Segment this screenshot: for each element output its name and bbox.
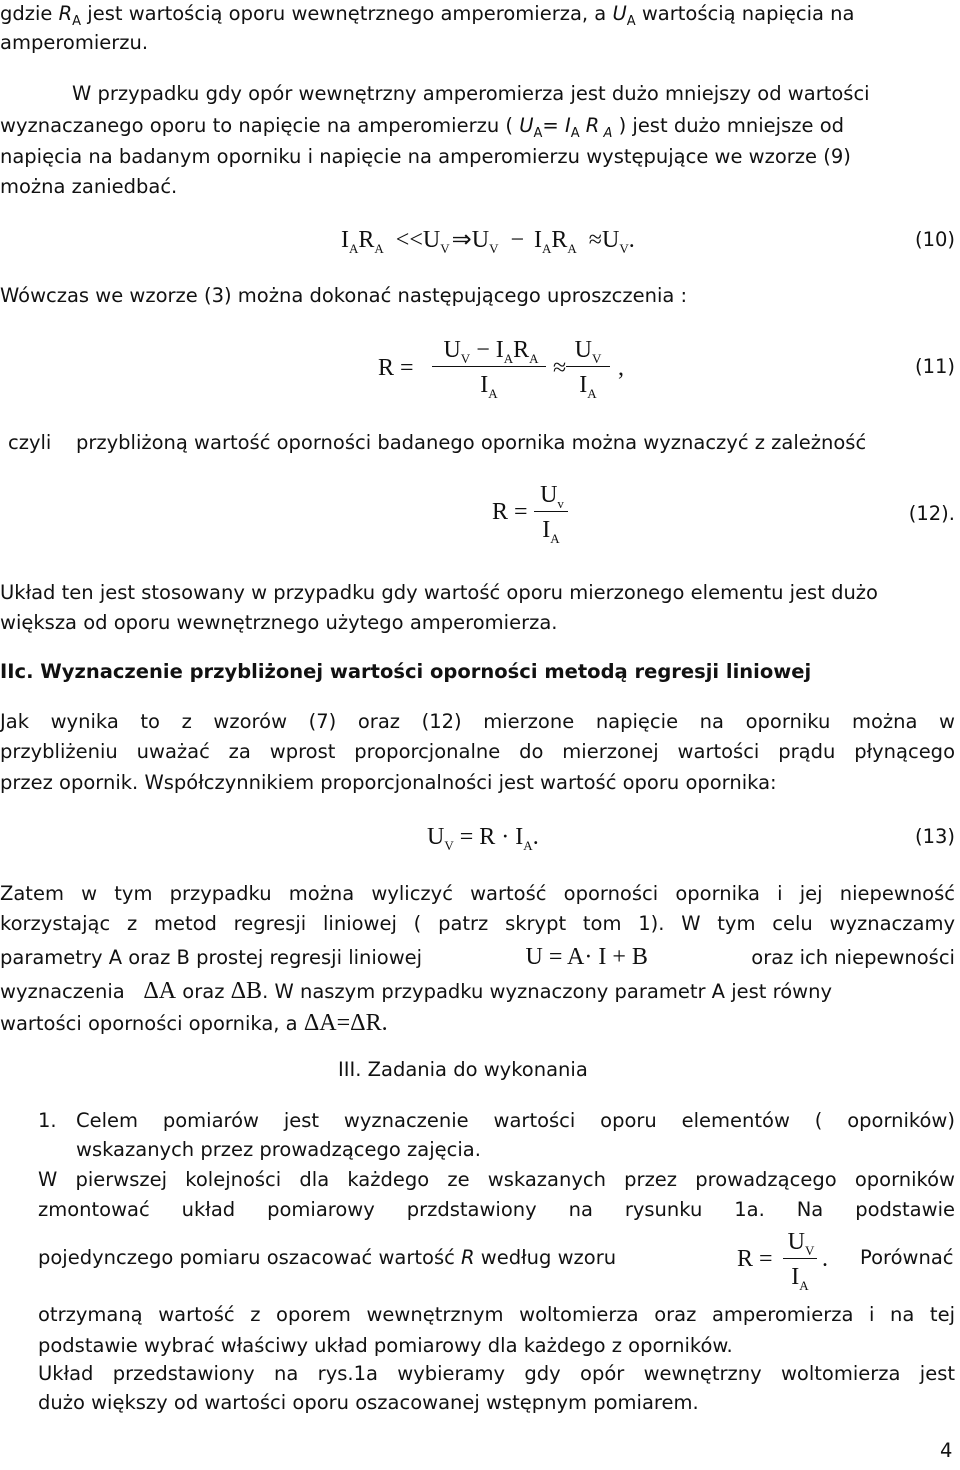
- eq-sub: A: [799, 1278, 809, 1293]
- eq11-fraction-2-numerator: [566, 338, 610, 365]
- delta-equation: ΔA=ΔR: [303, 1010, 382, 1036]
- para1-line-4: można zaniedbać.: [0, 175, 178, 198]
- eq-sym: I: [579, 372, 588, 398]
- eq12-denominator: [534, 518, 568, 545]
- symbol-R: R: [579, 114, 600, 137]
- text: wartości oporności opornika, a: [0, 1012, 304, 1035]
- heading-iic: IIc. Wyznaczenie przybliżonej wartości oporności metodą regresji liniowej: [0, 660, 812, 683]
- para4-line-1: Jak wynika to z wzorów (7) oraz (12) mierzone napięcie na oporniku można w: [0, 710, 955, 733]
- text: jest wartością oporu wewnętrznego amperomierza, a: [81, 2, 613, 25]
- equation-number-12: (12).: [908, 502, 955, 525]
- text: .: [381, 1010, 388, 1036]
- eq-sym: U: [540, 482, 558, 508]
- eq-op: −: [510, 227, 524, 253]
- equation-13: [427, 825, 539, 852]
- heading-iii: III. Zadania do wykonania: [338, 1058, 588, 1081]
- eq11-fraction-2-bar: [566, 366, 610, 367]
- eq11-lhs: [378, 356, 414, 380]
- para5-line-4: [0, 979, 832, 1003]
- eq-sub: V: [440, 241, 450, 256]
- eq-op: =: [459, 824, 474, 850]
- text: . W naszym przypadku wyznaczony parametr A jest równy: [262, 980, 833, 1003]
- eq-sym: U: [471, 227, 490, 253]
- eq-sub: A: [503, 351, 514, 366]
- item1-number: 1.: [38, 1109, 57, 1132]
- symbol-sub: A: [72, 14, 82, 29]
- eq-sub: V: [444, 838, 454, 853]
- equation-number-13: (13): [914, 825, 955, 848]
- eq-sub: v: [557, 496, 564, 511]
- symbol-U: U: [519, 114, 534, 137]
- para6-line-7: dużo większy od wartości oporu oszacowanej wstępnym pomiarem.: [38, 1391, 699, 1414]
- symbol-sub: A: [533, 126, 543, 141]
- para6-formula-denominator: [783, 1265, 817, 1292]
- eq-sym: U: [427, 824, 445, 850]
- eq-sym: R: [551, 227, 568, 253]
- eq-sub: A: [567, 241, 577, 256]
- symbol-sub: A: [599, 126, 613, 141]
- eq12-bar: [534, 511, 568, 512]
- eq-sym: U: [787, 1229, 805, 1255]
- regression-equation: U = A· I + B: [525, 944, 648, 970]
- eq-sym: I: [542, 517, 551, 543]
- eq-sub: A: [488, 386, 498, 401]
- symbol-U: U: [612, 2, 627, 25]
- eq-sym: I: [495, 337, 504, 363]
- para4-line-3: przez opornik. Współczynnikiem proporcjonalności jest wartość oporu opornika:: [0, 771, 777, 794]
- eq-sub: A: [587, 386, 597, 401]
- eq-sub: A: [550, 531, 560, 546]
- eq-sym: I: [791, 1264, 800, 1290]
- text: ) jest dużo mniejsze od: [612, 114, 845, 137]
- equation-number-10: (10): [914, 228, 955, 251]
- eq-op: −: [476, 337, 490, 363]
- eq-op: <<: [395, 227, 423, 253]
- eq-op: .: [532, 824, 539, 850]
- eq-sub: V: [489, 241, 499, 256]
- eq-sym: U: [422, 227, 441, 253]
- eq11-comma: ,: [618, 355, 624, 381]
- para6-line-4: otrzymaną wartość z oporem wewnętrznym woltomierza oraz amperomierza i na tej: [38, 1303, 955, 1326]
- page-number: 4: [940, 1439, 953, 1462]
- equation-10: [341, 228, 635, 255]
- eq-sym: R: [492, 499, 509, 525]
- para6-line-3-end: Porównać: [860, 1246, 954, 1269]
- text: parametry A oraz B prostej regresji liniowej: [0, 946, 423, 969]
- item1-line-2: wskazanych przez prowadzącego zajęcia.: [76, 1138, 481, 1161]
- text: oraz ich niepewności: [751, 946, 955, 969]
- symbol-sub: A: [570, 126, 580, 141]
- eq-sym: I: [534, 227, 542, 253]
- eq-sub: A: [349, 241, 359, 256]
- eq12-lhs: [492, 500, 528, 524]
- para6-line-5: podstawie wybrać właściwy układ pomiarowy dla każdego z oporników.: [38, 1334, 733, 1357]
- eq-sym: U: [574, 337, 592, 363]
- eq-sub: A: [542, 241, 552, 256]
- eq11-fraction-2-denominator: [566, 373, 610, 400]
- para6-formula-dot: .: [822, 1246, 828, 1272]
- eq11-fraction-1-denominator: [432, 373, 546, 400]
- eq-op: =: [400, 355, 414, 381]
- para1-line-2: [0, 116, 844, 140]
- para1-line-1: W przypadku gdy opór wewnętrzny amperomierza jest dużo mniejszy od wartości: [72, 82, 870, 105]
- text: =: [542, 114, 565, 137]
- symbol-R: R: [58, 2, 73, 25]
- eq-op: .: [628, 227, 635, 253]
- symbol-sub: A: [626, 14, 636, 29]
- para5-line-1: Zatem w tym przypadku można wyliczyć wartość oporności opornika i jej niepewność: [0, 882, 955, 905]
- para1-line-3: napięcia na badanym oporniku i napięcie na amperomierzu występujące we wzorze (9): [0, 145, 851, 168]
- text: wyznaczanego oporu to napięcie na amperomierzu (: [0, 114, 520, 137]
- eq-sym: U: [443, 337, 461, 363]
- para6-line-2: zmontować układ pomiarowy przdstawiony na rysunku 1a. Na podstawie: [38, 1198, 955, 1221]
- eq-sym: R: [378, 355, 395, 381]
- eq12-numerator: [534, 483, 570, 510]
- item1-line-1: Celem pomiarów jest wyznaczenie wartości oporu elementów ( oporników): [76, 1109, 955, 1132]
- intro-line-1: [0, 4, 854, 28]
- para6-formula-bar: [783, 1258, 817, 1259]
- para3-line-2: większa od oporu wewnętrznego użytego amperomierza.: [0, 611, 558, 634]
- text: oraz: [176, 980, 231, 1003]
- czyli-text: przybliżoną wartość oporności badanego opornika można wyznaczyć z zależność: [76, 431, 867, 454]
- eq-op: ≈: [588, 227, 602, 253]
- eq-sub: A: [523, 838, 533, 853]
- para6-line-1: W pierwszej kolejności dla każdego ze wskazanych przez prowadzącego oporników: [38, 1168, 955, 1191]
- intro-line-2: amperomierzu.: [0, 31, 149, 54]
- eq11-fraction-1-numerator: [432, 338, 550, 365]
- eq11-approx: ≈: [553, 355, 567, 381]
- para5-line-2: korzystając z metod regresji liniowej ( patrz skrypt tom 1). W tym celu wyznaczamy: [0, 912, 955, 935]
- delta-b: ΔB: [230, 978, 263, 1004]
- para4-line-2: przybliżeniu uważać za wprost proporcjonalne do mierzonej wartości prądu płynącego: [0, 740, 955, 763]
- para6-line-6: Układ przedstawiony na rys.1a wybieramy gdy opór wewnętrzny woltomierza jest: [38, 1362, 955, 1385]
- eq-sub: V: [804, 1243, 815, 1258]
- text: wyznaczenia: [0, 980, 125, 1003]
- para6-formula-numerator: [783, 1230, 819, 1257]
- symbol-R: R: [461, 1246, 475, 1269]
- eq-op: ⇒: [451, 227, 472, 253]
- equation-number-11: (11): [914, 355, 955, 378]
- eq-sym: I: [480, 372, 489, 398]
- eq-sym: I: [341, 227, 349, 253]
- eq-sub: V: [460, 351, 471, 366]
- czyli-word: czyli: [8, 431, 52, 454]
- para6-line-3-text: [38, 1248, 616, 1268]
- eq-sub: V: [591, 351, 602, 366]
- eq-op: ·: [501, 824, 510, 850]
- para3-line-1: Układ ten jest stosowany w przypadku gdy wartość oporu mierzonego elementu jest dużo: [0, 581, 878, 604]
- text: pojedynczego pomiaru oszacować wartość: [38, 1246, 462, 1269]
- symbol-I: I: [564, 114, 571, 137]
- eq-op: =: [514, 499, 528, 525]
- para5-line-3: [0, 945, 955, 969]
- para6-formula-lhs: R =: [737, 1246, 773, 1272]
- delta-a: ΔA: [143, 978, 177, 1004]
- text: według wzoru: [474, 1246, 617, 1269]
- eq-sym: R: [513, 337, 530, 363]
- eq-sub: V: [619, 241, 629, 256]
- text: gdzie: [0, 2, 59, 25]
- eq-sub: A: [529, 351, 539, 366]
- text: wartością napięcia na: [635, 2, 855, 25]
- eq-sym: U: [601, 227, 620, 253]
- eq-sym: R: [358, 227, 375, 253]
- para5-line-5: [0, 1011, 388, 1035]
- para2: Wówczas we wzorze (3) można dokonać następującego uproszczenia :: [0, 284, 688, 307]
- eq-sym: R: [479, 824, 496, 850]
- eq-sub: A: [374, 241, 384, 256]
- eq-sym: I: [515, 824, 524, 850]
- eq11-fraction-1-bar: [432, 366, 546, 367]
